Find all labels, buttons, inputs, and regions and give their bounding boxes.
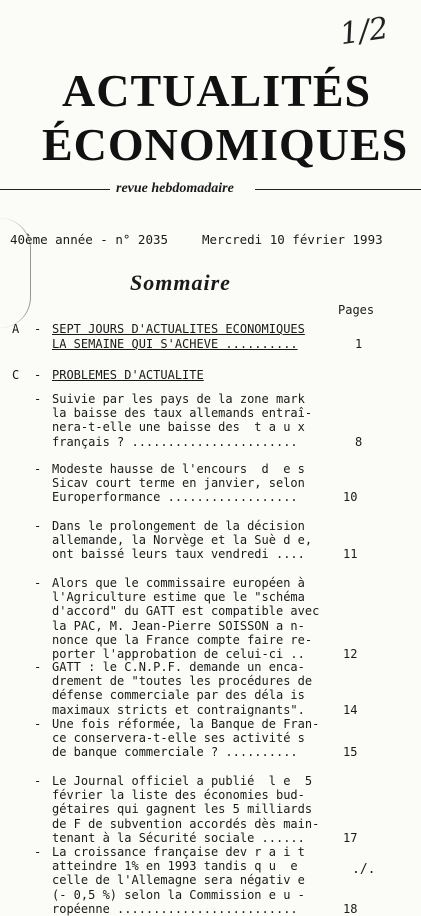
section-letter-a: A bbox=[12, 322, 20, 336]
sommaire-item-line: ont baissé leurs taux vendredi .... bbox=[52, 547, 305, 562]
sommaire-item-line: porter l'approbation de celui-ci .. bbox=[52, 647, 305, 661]
sommaire-item-page: 14 bbox=[343, 702, 358, 717]
sommaire-item-line: maximaux stricts et contraignants". bbox=[52, 702, 305, 717]
sommaire-title: Sommaire bbox=[130, 270, 231, 295]
issue-date: Mercredi 10 février 1993 bbox=[202, 232, 383, 247]
sommaire-item-line: atteindre 1% en 1993 tandis q u e bbox=[52, 859, 298, 874]
continuation-mark: ./. bbox=[352, 862, 376, 877]
sommaire-item-line: nonce que la France compte faire re- bbox=[52, 632, 313, 647]
sommaire-item-line: Modeste hausse de l'encours d e s bbox=[52, 462, 305, 476]
sommaire-item-line: Dans le prolongement de la décision bbox=[52, 519, 305, 533]
sommaire-item-line: nera-t-elle une baisse des t a u x bbox=[52, 420, 305, 435]
sommaire-item-page: 18 bbox=[343, 901, 358, 916]
item-dash: - bbox=[34, 774, 42, 788]
sommaire-item-line: de banque commerciale ? .......... bbox=[52, 745, 298, 760]
sommaire-item-line: allemande, la Norvège et la Suè d e, bbox=[52, 533, 313, 548]
item-dash: - bbox=[34, 845, 42, 859]
sommaire-item-line: l'Agriculture estime que le "schéma bbox=[52, 590, 305, 605]
sommaire-item-line: (- 0,5 %) selon la Commission e u - bbox=[52, 887, 305, 902]
item-dash: - bbox=[34, 576, 42, 590]
sommaire-item-line: ropéenne ......................... bbox=[52, 901, 298, 916]
sommaire-item-line: La croissance française dev r a i t bbox=[52, 845, 305, 859]
sommaire-item-line: Europerformance .................. bbox=[52, 490, 298, 505]
masthead-title-line1: ACTUALITÉS bbox=[62, 65, 372, 116]
sommaire-item-line: d'accord" du GATT est compatible avec bbox=[52, 604, 320, 619]
issue-info: 40ème année - n° 2035 bbox=[10, 232, 169, 247]
item-dash: - bbox=[34, 519, 42, 533]
masthead-subtitle: revue hebdomadaire bbox=[116, 181, 234, 196]
sommaire-item-line: ce conservera-t-elle ses activité s bbox=[52, 731, 305, 746]
sommaire-item-page: 12 bbox=[343, 647, 358, 661]
masthead-title-line2: ÉCONOMIQUES bbox=[42, 119, 409, 170]
sommaire-item-line: gétaires qui gagnent les 5 milliards bbox=[52, 802, 313, 817]
section-letter-c: C bbox=[12, 368, 20, 382]
sommaire-item-line: de F de subvention accordés dès main- bbox=[52, 816, 320, 831]
sommaire-item-line: Suivie par les pays de la zone mark bbox=[52, 392, 305, 406]
handwritten-page-note: 1/2 bbox=[337, 10, 391, 53]
sommaire-item-page: 8 bbox=[355, 434, 363, 449]
item-dash: - bbox=[34, 660, 42, 674]
sommaire-item-line: français ? ....................... bbox=[52, 434, 298, 449]
item-dash: - bbox=[34, 462, 42, 476]
sommaire-item-line: Sicav court terme en janvier, selon bbox=[52, 476, 305, 491]
section-c-heading: PROBLEMES D'ACTUALITE bbox=[52, 368, 204, 382]
subtitle-rule-left bbox=[0, 189, 110, 190]
sommaire-item-line: la baisse des taux allemands entraî- bbox=[52, 406, 313, 421]
sommaire-item-line: Alors que le commissaire européen à bbox=[52, 576, 305, 590]
sommaire-item-line: drement de "toutes les procédures de bbox=[52, 674, 313, 689]
sommaire-item-page: 15 bbox=[343, 745, 358, 760]
sommaire-item-line: Le Journal officiel a publié l e 5 bbox=[52, 774, 313, 788]
sommaire-item-page: 17 bbox=[343, 830, 358, 845]
sommaire-item-page: 11 bbox=[343, 547, 358, 562]
sommaire-item-line: celle de l'Allemagne sera négativ e bbox=[52, 873, 305, 888]
masthead-subtitle-row bbox=[0, 183, 421, 197]
item-dash: - bbox=[34, 717, 42, 731]
item-dash: - bbox=[34, 392, 42, 406]
section-dash: - bbox=[34, 322, 42, 336]
sommaire-item-line: tenant à la Sécurité sociale ...... bbox=[52, 830, 305, 845]
section-a-line: LA SEMAINE QUI S'ACHEVE .......... bbox=[52, 337, 298, 351]
section-dash: - bbox=[34, 368, 42, 382]
pages-column-header: Pages bbox=[338, 303, 375, 317]
sommaire-item-page: 10 bbox=[343, 490, 358, 505]
sommaire-item-line: défense commerciale par des déla is bbox=[52, 688, 305, 703]
subtitle-rule-right bbox=[255, 189, 421, 190]
sommaire-item-line: février la liste des économies bud- bbox=[52, 788, 305, 803]
section-a-page: 1 bbox=[355, 337, 363, 351]
sommaire-item-line: Une fois réformée, la Banque de Fran- bbox=[52, 717, 320, 731]
sommaire-item-line: la PAC, M. Jean-Pierre SOISSON a n- bbox=[52, 618, 305, 633]
sommaire-item-line: GATT : le C.N.P.F. demande un enca- bbox=[52, 660, 305, 674]
section-a-line: SEPT JOURS D'ACTUALITES ECONOMIQUES bbox=[52, 322, 305, 336]
